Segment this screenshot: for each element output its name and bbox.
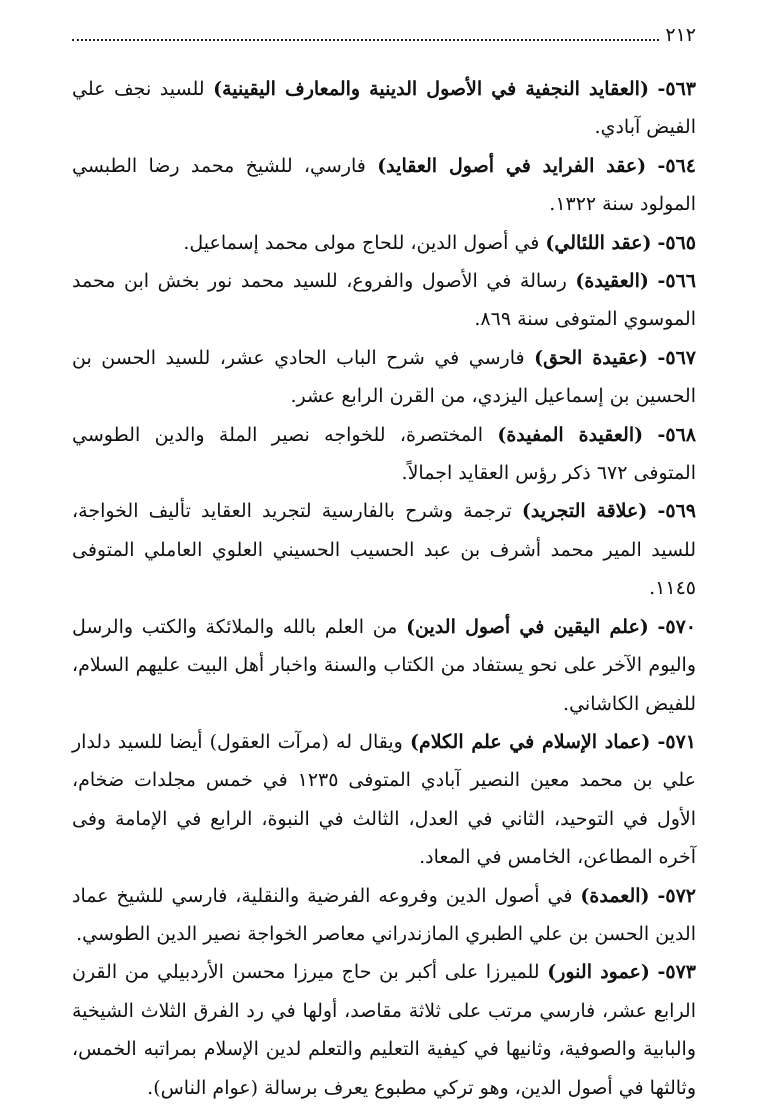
entry-number: ٥٧١- <box>657 730 697 753</box>
entry-number: ٥٦٣- <box>657 78 697 100</box>
entry-title: (العمدة) <box>580 884 650 907</box>
entry <box>72 262 696 339</box>
entry <box>72 723 696 877</box>
entry-text: في أصول الدين وفروعه الفرضية والنقلية، فارسي للشيخ عماد الدين الحسن بن علي الطبري المازندراني معاصر الخواجة نصير الدين الطوسي. <box>72 884 696 945</box>
entry-title: (عماد الإسلام في علم الكلام) <box>409 730 651 753</box>
entry-number: ٥٦٩- <box>657 500 696 523</box>
header-dotted-rule <box>72 39 659 41</box>
entry <box>72 608 696 723</box>
entry-title: (علم اليقين في أصول الدين) <box>406 615 649 638</box>
entry-title: (العقيدة) <box>575 270 649 293</box>
entry-number: ٥٦٨- <box>657 423 696 446</box>
entry-text: في أصول الدين، للحاج مولى محمد إسماعيل. <box>183 231 540 254</box>
entry-text: رسالة في الأصول والفروع، للسيد محمد نور بخش ابن محمد الموسوي المتوفى سنة ٨٦٩. <box>72 270 696 331</box>
entry-text: المختصرة، للخواجه نصير الملة والدين الطوسي المتوفى ٦٧٢ ذكر رؤس العقايد اجمالاً. <box>72 423 696 485</box>
entry <box>72 953 696 1107</box>
entry-title: (عمود النور) <box>547 961 650 984</box>
book-page <box>72 18 697 1099</box>
entry <box>72 339 696 416</box>
entry-text: ترجمة وشرح بالفارسية لتجريد العقايد تأليف الخواجة، للسيد المير محمد أشرف بن عبد الحسيب الحسيني العلوي العاملي المتوفى ١١٤٥. <box>72 500 696 600</box>
entry-text: للميرزا على أكبر بن حاج ميرزا محسن الأردبيلي من القرن الرابع عشر، فارسي مرتب على ثلاثة مقاصد، أولها في رد الفرق الثلاث الشيخية والبابية والصوفية، وثانيها في كيفية التعليم والتعلم لدين الإسلام بمراتبه الخمس، وثالثها في أصول الدين، وهو تركي مطبوع يعرف برسالة (عوام الناس). <box>72 961 696 1099</box>
page-number: ٢١٢ <box>665 24 696 46</box>
entry <box>72 224 696 262</box>
entry-title: (عقيدة الحق) <box>534 346 648 369</box>
entry-text: فارسي، للشيخ محمد رضا الطبسي المولود سنة ١٣٢٢. <box>72 154 696 216</box>
entry-title: (عقد اللئالي) <box>545 231 652 254</box>
entry-title: (العقايد النجفية في الأصول الدينية والمعارف اليقينية) <box>213 78 649 100</box>
entry-number: ٥٦٦- <box>657 270 697 293</box>
entry <box>72 416 696 493</box>
entry-number: ٥٦٤- <box>657 154 696 177</box>
entry <box>72 70 696 147</box>
entry-title: (العقيدة المفيدة) <box>497 423 644 446</box>
entry <box>72 877 696 954</box>
entry <box>72 492 696 607</box>
entry-text: للسيد نجف علي الفيض آبادي. <box>72 78 696 139</box>
entry-number: ٥٦٧- <box>657 346 696 369</box>
entries-list <box>72 70 696 1107</box>
entry-number: ٥٧٣- <box>657 961 696 984</box>
page-header <box>72 18 696 46</box>
entry-number: ٥٦٥- <box>657 231 696 254</box>
entry-title: (عقد الفرايد في أصول العقايد) <box>377 154 647 177</box>
entry-text: فارسي في شرح الباب الحادي عشر، للسيد الحسن بن الحسين بن إسماعيل اليزدي، من القرن الرابع عشر. <box>72 346 696 408</box>
entry-title: (علاقة التجريد) <box>521 500 648 523</box>
entry-text: ويقال له (مرآت العقول) أيضا للسيد دلدار علي بن محمد معين النصير آبادي المتوفى ١٢٣٥ في خمس مجلدات ضخام، الأول في التوحيد، الثاني في العدل، الثالث في النبوة، الرابع في الإمامة وفى آخره المطاعن، الخامس في المعاد. <box>72 730 696 869</box>
entry-text: من العلم بالله والملائكة والكتب والرسل واليوم الآخر على نحو يستفاد من الكتاب والسنة واخبار أهل البيت عليهم السلام، للفيض الكاشاني. <box>72 615 696 715</box>
entry <box>72 147 696 224</box>
entry-number: ٥٧٢- <box>657 884 696 907</box>
entry-number: ٥٧٠- <box>657 615 696 638</box>
